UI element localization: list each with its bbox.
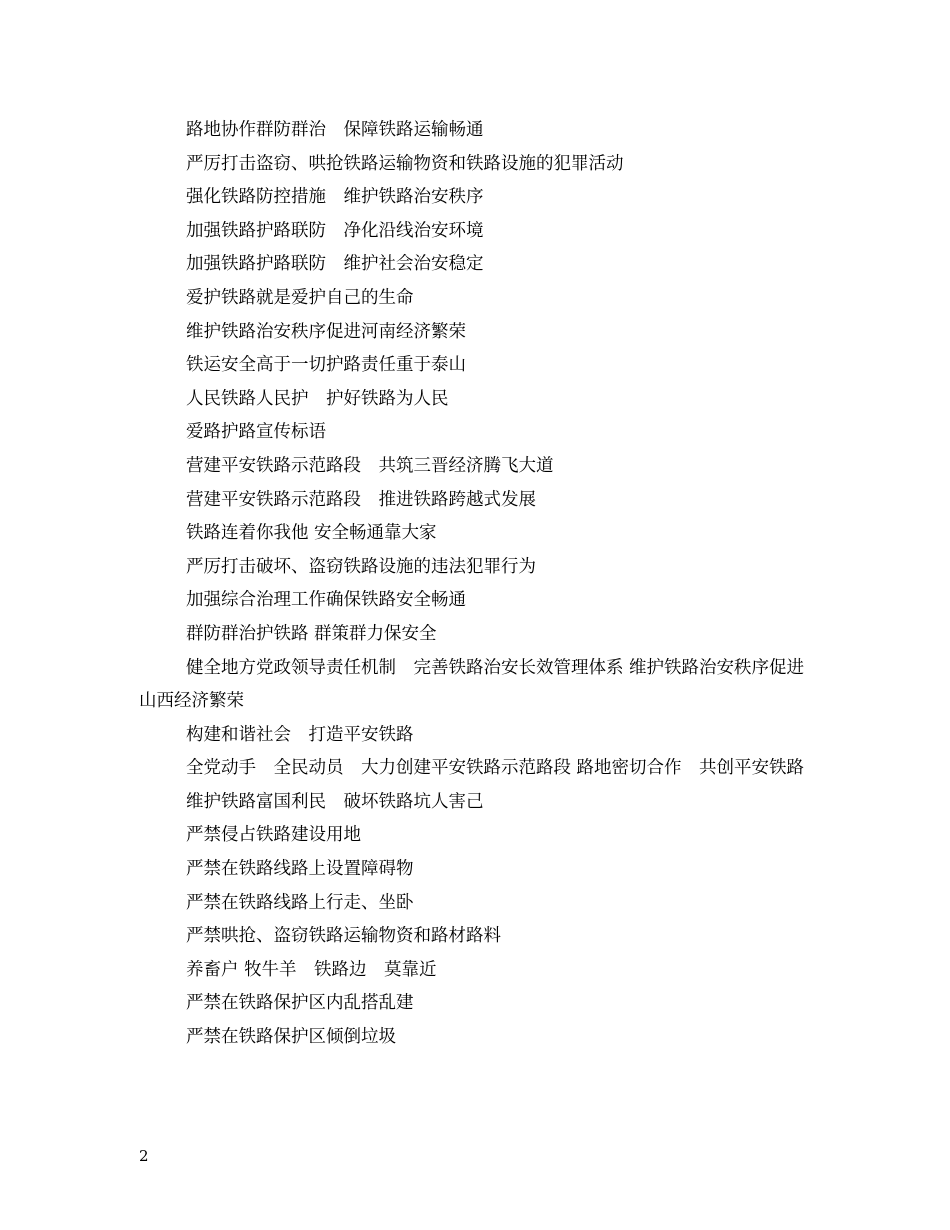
paragraph: 路地协作群防群治 保障铁路运输畅通 — [186, 120, 484, 140]
paragraph: 群防群治护铁路 群策群力保安全 — [186, 623, 437, 644]
paragraph: 严禁侵占铁路建设用地 — [186, 825, 361, 846]
paragraph: 爱护铁路就是爱护自己的生命 — [186, 287, 414, 308]
paragraph: 养畜户 牧牛羊 铁路边 莫靠近 — [186, 959, 437, 980]
paragraph: 维护铁路治安秩序促进河南经济繁荣 — [186, 321, 466, 342]
paragraph: 严禁在铁路线路上设置障碍物 — [186, 859, 414, 880]
paragraph: 严禁在铁路保护区内乱搭乱建 — [186, 993, 414, 1014]
paragraph: 铁运安全高于一切护路责任重于泰山 — [186, 355, 466, 376]
paragraph: 严禁在铁路线路上行走、坐卧 — [186, 892, 414, 913]
paragraph: 构建和谐社会 打造平安铁路 — [186, 724, 414, 745]
paragraph: 人民铁路人民护 护好铁路为人民 — [186, 388, 449, 409]
document-body — [139, 114, 819, 1055]
paragraph: 加强综合治理工作确保铁路安全畅通 — [186, 590, 466, 611]
paragraph: 营建平安铁路示范路段 推进铁路跨越式发展 — [186, 489, 536, 510]
page-number: 2 — [139, 1147, 149, 1165]
paragraph: 健全地方党政领导责任机制 完善铁路治安长效管理体系 维护铁路治安秩序促进山西经济繁荣 — [139, 657, 805, 712]
paragraph: 加强铁路护路联防 维护社会治安稳定 — [186, 254, 484, 275]
paragraph: 严禁哄抢、盗窃铁路运输物资和路材路料 — [186, 926, 501, 947]
paragraph: 加强铁路护路联防 净化沿线治安环境 — [186, 220, 484, 241]
paragraph: 营建平安铁路示范路段 共筑三晋经济腾飞大道 — [186, 455, 554, 476]
paragraph: 全党动手 全民动员 大力创建平安铁路示范路段 路地密切合作 共创平安铁路 — [186, 758, 805, 779]
paragraph: 维护铁路富国利民 破坏铁路坑人害己 — [186, 791, 484, 812]
paragraph: 爱路护路宣传标语 — [186, 422, 326, 443]
paragraph: 强化铁路防控措施 维护铁路治安秩序 — [186, 187, 484, 208]
paragraph: 严禁在铁路保护区倾倒垃圾 — [186, 1027, 396, 1048]
paragraph: 铁路连着你我他 安全畅通靠大家 — [186, 523, 437, 544]
paragraph: 严厉打击破坏、盗窃铁路设施的违法犯罪行为 — [186, 556, 536, 577]
paragraph: 严厉打击盗窃、哄抢铁路运输物资和铁路设施的犯罪活动 — [186, 153, 624, 174]
